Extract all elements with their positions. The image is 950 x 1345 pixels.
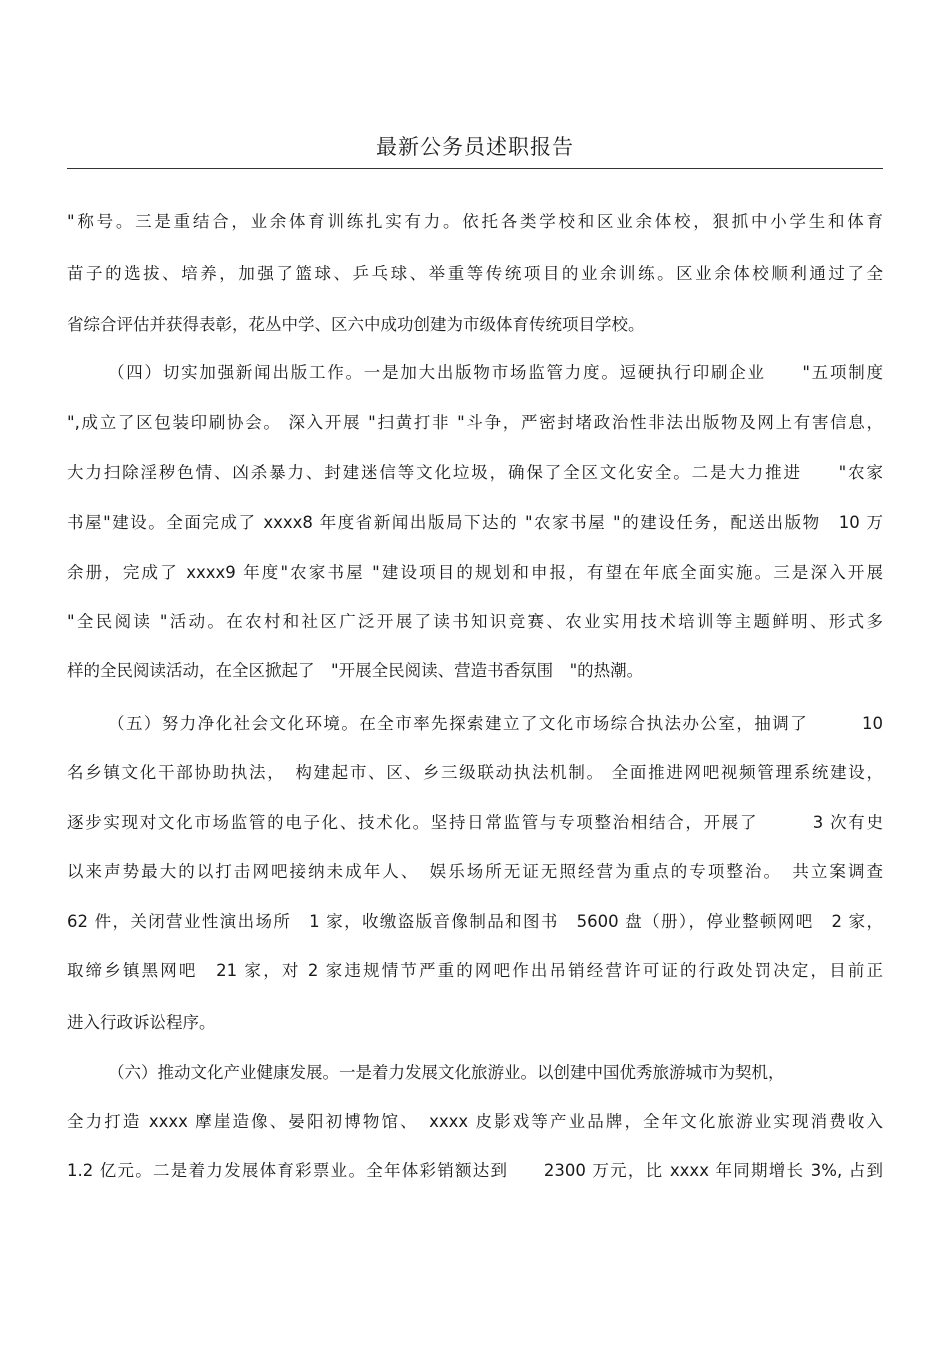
- text-line: 苗子的选拔、培养，加强了篮球、乒乓球、举重等传统项目的业余训练。区业余体校顺利通过了全: [67, 264, 883, 283]
- text-line: 逐步实现对文化市场监管的电子化、技术化。坚持日常监管与专项整治相结合，开展了 3 次有史: [67, 813, 883, 832]
- text-line: （六）推动文化产业健康发展。一是着力发展文化旅游业。以创建中国优秀旅游城市为契机，: [108, 1063, 785, 1082]
- text-line: （四）切实加强新闻出版工作。一是加大出版物市场监管力度。逗硬执行印刷企业 "五项制度: [108, 363, 883, 382]
- text-line: "全民阅读 "活动。在农村和社区广泛开展了读书知识竞赛、农业实用技术培训等主题鲜明、形式多: [67, 612, 883, 631]
- page-title: 最新公务员述职报告: [376, 135, 574, 159]
- text-line: 62 件，关闭营业性演出场所 1 家，收缴盗版音像制品和图书 5600 盘（册），停业整顿网吧 2 家，: [67, 912, 883, 931]
- text-line: 进入行政诉讼程序。: [67, 1013, 216, 1032]
- text-line: 省综合评估并获得表彰，花丛中学、区六中成功创建为市级体育传统项目学校。: [67, 315, 645, 334]
- text-line: 全力打造 xxxx 摩崖造像、晏阳初博物馆、 xxxx 皮影戏等产业品牌，全年文化旅游业实现消费收入: [67, 1112, 883, 1131]
- text-line: 余册，完成了 xxxx9 年度"农家书屋 "建设项目的规划和申报，有望在年底全面实施。三是深入开展: [67, 563, 883, 582]
- text-line: 以来声势最大的以打击网吧接纳未成年人、 娱乐场所无证无照经营为重点的专项整治。 共立案调查: [67, 862, 883, 881]
- text-line: 1.2 亿元。二是着力发展体育彩票业。全年体彩销额达到 2300 万元，比 xxxx 年同期增长 3%, 占到: [67, 1161, 883, 1180]
- title-rule: [67, 168, 883, 169]
- text-line: 书屋"建设。全面完成了 xxxx8 年度省新闻出版局下达的 "农家书屋 "的建设任务，配送出版物 10 万: [67, 513, 883, 532]
- text-line: ",成立了区包装印刷协会。 深入开展 "扫黄打非 "斗争，严密封堵政治性非法出版物及网上有害信息，: [67, 413, 883, 432]
- text-line: 大力扫除淫秽色情、凶杀暴力、封建迷信等文化垃圾，确保了全区文化安全。二是大力推进 "农家: [67, 463, 883, 482]
- text-line: "称号。三是重结合，业余体育训练扎实有力。依托各类学校和区业余体校，狠抓中小学生和体育: [67, 212, 883, 231]
- text-line: 取缔乡镇黑网吧 21 家，对 2 家违规情节严重的网吧作出吊销经营许可证的行政处罚决定，目前正: [67, 961, 883, 980]
- text-line: 名乡镇文化干部协助执法， 构建起市、区、乡三级联动执法机制。 全面推进网吧视频管理系统建设，: [67, 763, 883, 782]
- text-line: 样的全民阅读活动，在全区掀起了 "开展全民阅读、营造书香氛围 "的热潮。: [67, 661, 644, 680]
- text-line: （五）努力净化社会文化环境。在全市率先探索建立了文化市场综合执法办公室，抽调了 10: [108, 714, 883, 733]
